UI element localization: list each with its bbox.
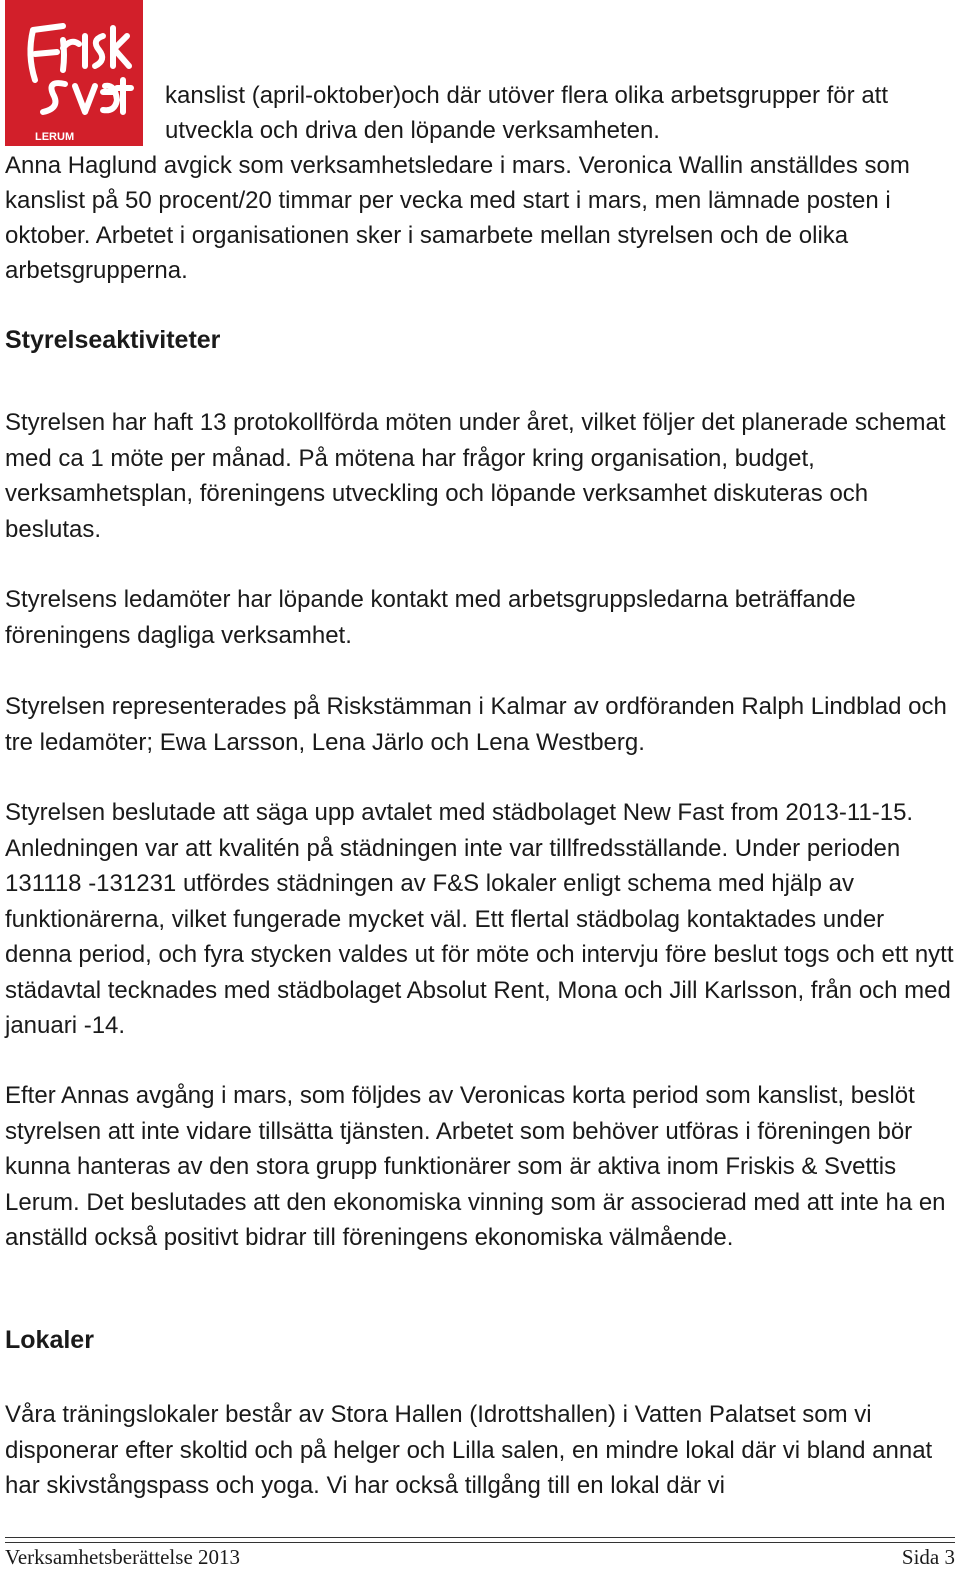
logo-sub-label: LERUM — [35, 131, 75, 143]
paragraph-board-contact: Styrelsens ledamöter har löpande kontakt med arbetsgruppsledarna beträffande föreningens dagliga verksamhet. — [5, 586, 856, 649]
paragraph-meetings: Styrelsen har haft 13 protokollförda möten under året, vilket följer det planerade schemat med ca 1 möte per månad. På mötena har frågor kring organisation, budget, verksamhetsplan, föreningens utveckling och löpande verksamhet diskuteras och beslutas. — [5, 409, 946, 543]
footer-page-number: Sida 3 — [901, 1545, 955, 1569]
intro-first-lines: kanslist (april-oktober)och där utöver flera olika arbetsgrupper för att utveckla och driva den löpande verksamheten. — [165, 82, 888, 144]
paragraph-staffing: Efter Annas avgång i mars, som följdes av Veronicas korta period som kanslist, beslöt styrelsen att inte vidare tillsätta tjänsten. Arbetet som behöver utföras i föreningen bör kunna hanteras av den stora grupp funktionärer som är aktiva inom Friskis & Svettis Lerum. Det beslutades att den ekonomiska vinning som är associerad med att inte ha en anställd också positivt bidrar till föreningens ekonomiska välmående. — [5, 1082, 946, 1251]
heading-styrelseaktiviteter: Styrelseaktiviteter — [5, 326, 221, 354]
footer-divider — [5, 1537, 955, 1543]
paragraph-cleaning: Styrelsen beslutade att säga upp avtalet med städbolaget New Fast from 2013-11-15. Anledningen var att kvalitén på städningen inte var tillfredsställande. Under perioden 131118 -131231 utfördes städningen av F&S lokaler enligt schema med hjälp av funktionärerna, vilket fungerade mycket väl. Ett flertal städbolag kontaktades under denna period, och fyra stycken valdes ut för möte och intervju före beslut togs och ett nytt städavtal tecknades med städbolaget Absolut Rent, Mona och Jill Karlsson, från och med januari -14. — [5, 799, 954, 1039]
logo-graphic — [5, 0, 143, 146]
heading-lokaler: Lokaler — [5, 1326, 94, 1354]
paragraph-lokaler: Våra träningslokaler består av Stora Hallen (Idrottshallen) i Vatten Palatset som vi disponerar efter skoltid och på helger och Lilla salen, en mindre lokal där vi bland annat har skivstångspass och yoga. Vi har också tillgång till en lokal där vi — [5, 1401, 933, 1499]
footer-document-title: Verksamhetsberättelse 2013 — [5, 1545, 241, 1569]
friskis-svettis-logo — [5, 0, 143, 146]
intro-continuation: Anna Haglund avgick som verksamhetsledare i mars. Veronica Wallin anställdes som kanslist på 50 procent/20 timmar per vecka med start i mars, men lämnade posten i oktober. Arbetet i organisationen sker i samarbete mellan styrelsen och de olika arbetsgrupperna. — [5, 152, 910, 284]
paragraph-riksstamma: Styrelsen representerades på Riskstämman i Kalmar av ordföranden Ralph Lindblad och tre ledamöter; Ewa Larsson, Lena Järlo och Lena Westberg. — [5, 693, 947, 756]
